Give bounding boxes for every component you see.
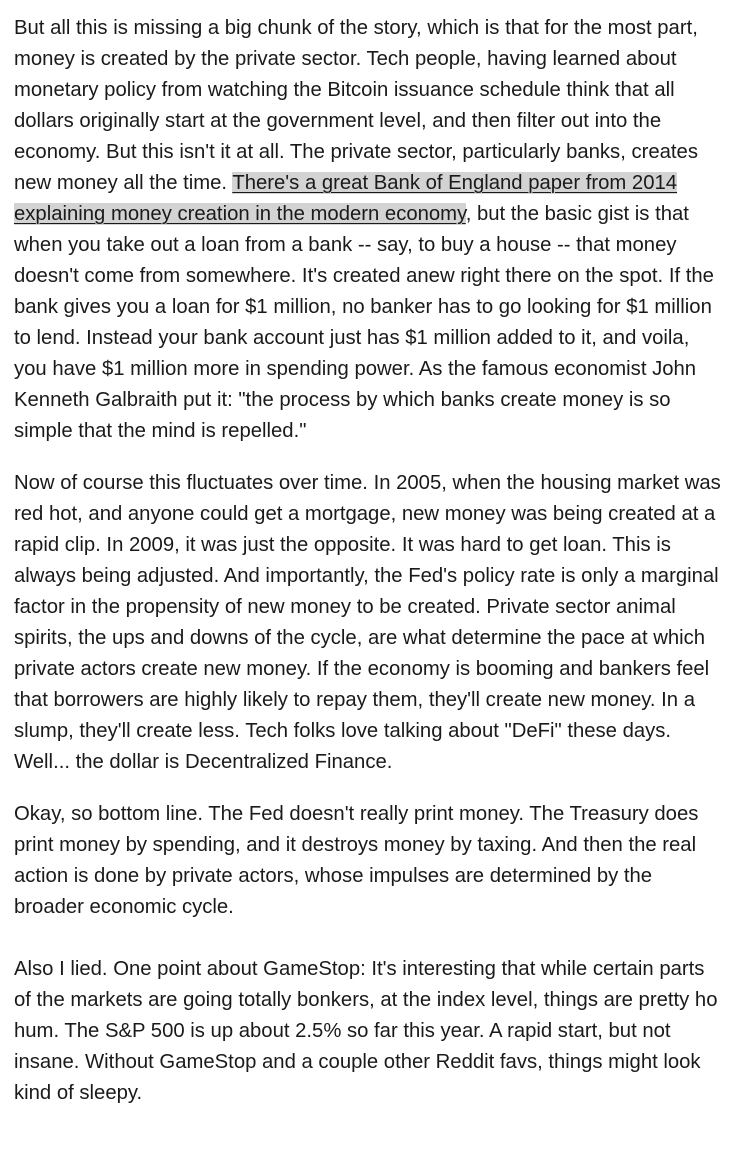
article-body bbox=[14, 13, 726, 1130]
paragraph-bottom-line: Okay, so bottom line. The Fed doesn't really print money. The Treasury does print money by spending, and it destroys money by taxing. And then the real action is done by private actors, whose impulses are determined by the broader economic cycle. bbox=[14, 803, 699, 918]
paragraph-gamestop: Also I lied. One point about GameStop: It's interesting that while certain parts of the markets are going totally bonkers, at the index level, things are pretty ho hum. The S&P 500 is up about 2.5% so far this year. A rapid start, but not insane. Without GameStop and a couple other Reddit favs, things might look kind of sleepy. bbox=[14, 958, 718, 1104]
paragraph-text: But all this is missing a big chunk of the story, which is that for the most part, money is created by the private sector. Tech people, having learned about monetary policy from watching the Bitcoin issuance schedule think that all dollars originally start at the government level, and then filter out into the economy. But this isn't it at all. The private sector, particularly banks, creates new money all the time. bbox=[14, 17, 698, 194]
paragraph-fluctuation: Now of course this fluctuates over time. In 2005, when the housing market was red hot, and anyone could get a mortgage, new money was being created at a rapid clip. In 2009, it was just the opposite. It was hard to get loan. This is always being adjusted. And importantly, the Fed's policy rate is only a marginal factor in the propensity of new money to be created. Private sector animal spirits, the ups and downs of the cycle, are what determine the pace at which private actors create new money. If the economy is booming and bankers feel that borrowers are highly likely to repay them, they'll create new money. In a slump, they'll create less. Tech folks love talking about "DeFi" these days. Well... the dollar is Decentralized Finance. bbox=[14, 472, 721, 773]
paragraph-text: , but the basic gist is that when you take out a loan from a bank -- say, to buy a house -- that money doesn't come from somewhere. It's created anew right there on the spot. If the bank gives you a loan for $1 million, no banker has to go looking for $1 million to lend. Instead your bank account just has $1 million added to it, and voila, you have $1 million more in spending power. As the famous economist John Kenneth Galbraith put it: "the process by which banks create money is so simple that the mind is repelled." bbox=[14, 203, 714, 442]
paragraph-money-creation bbox=[14, 13, 726, 447]
bank-of-england-paper-link[interactable]: There's a great Bank of England paper from 2014 explaining money creation in the modern economy bbox=[14, 172, 678, 225]
